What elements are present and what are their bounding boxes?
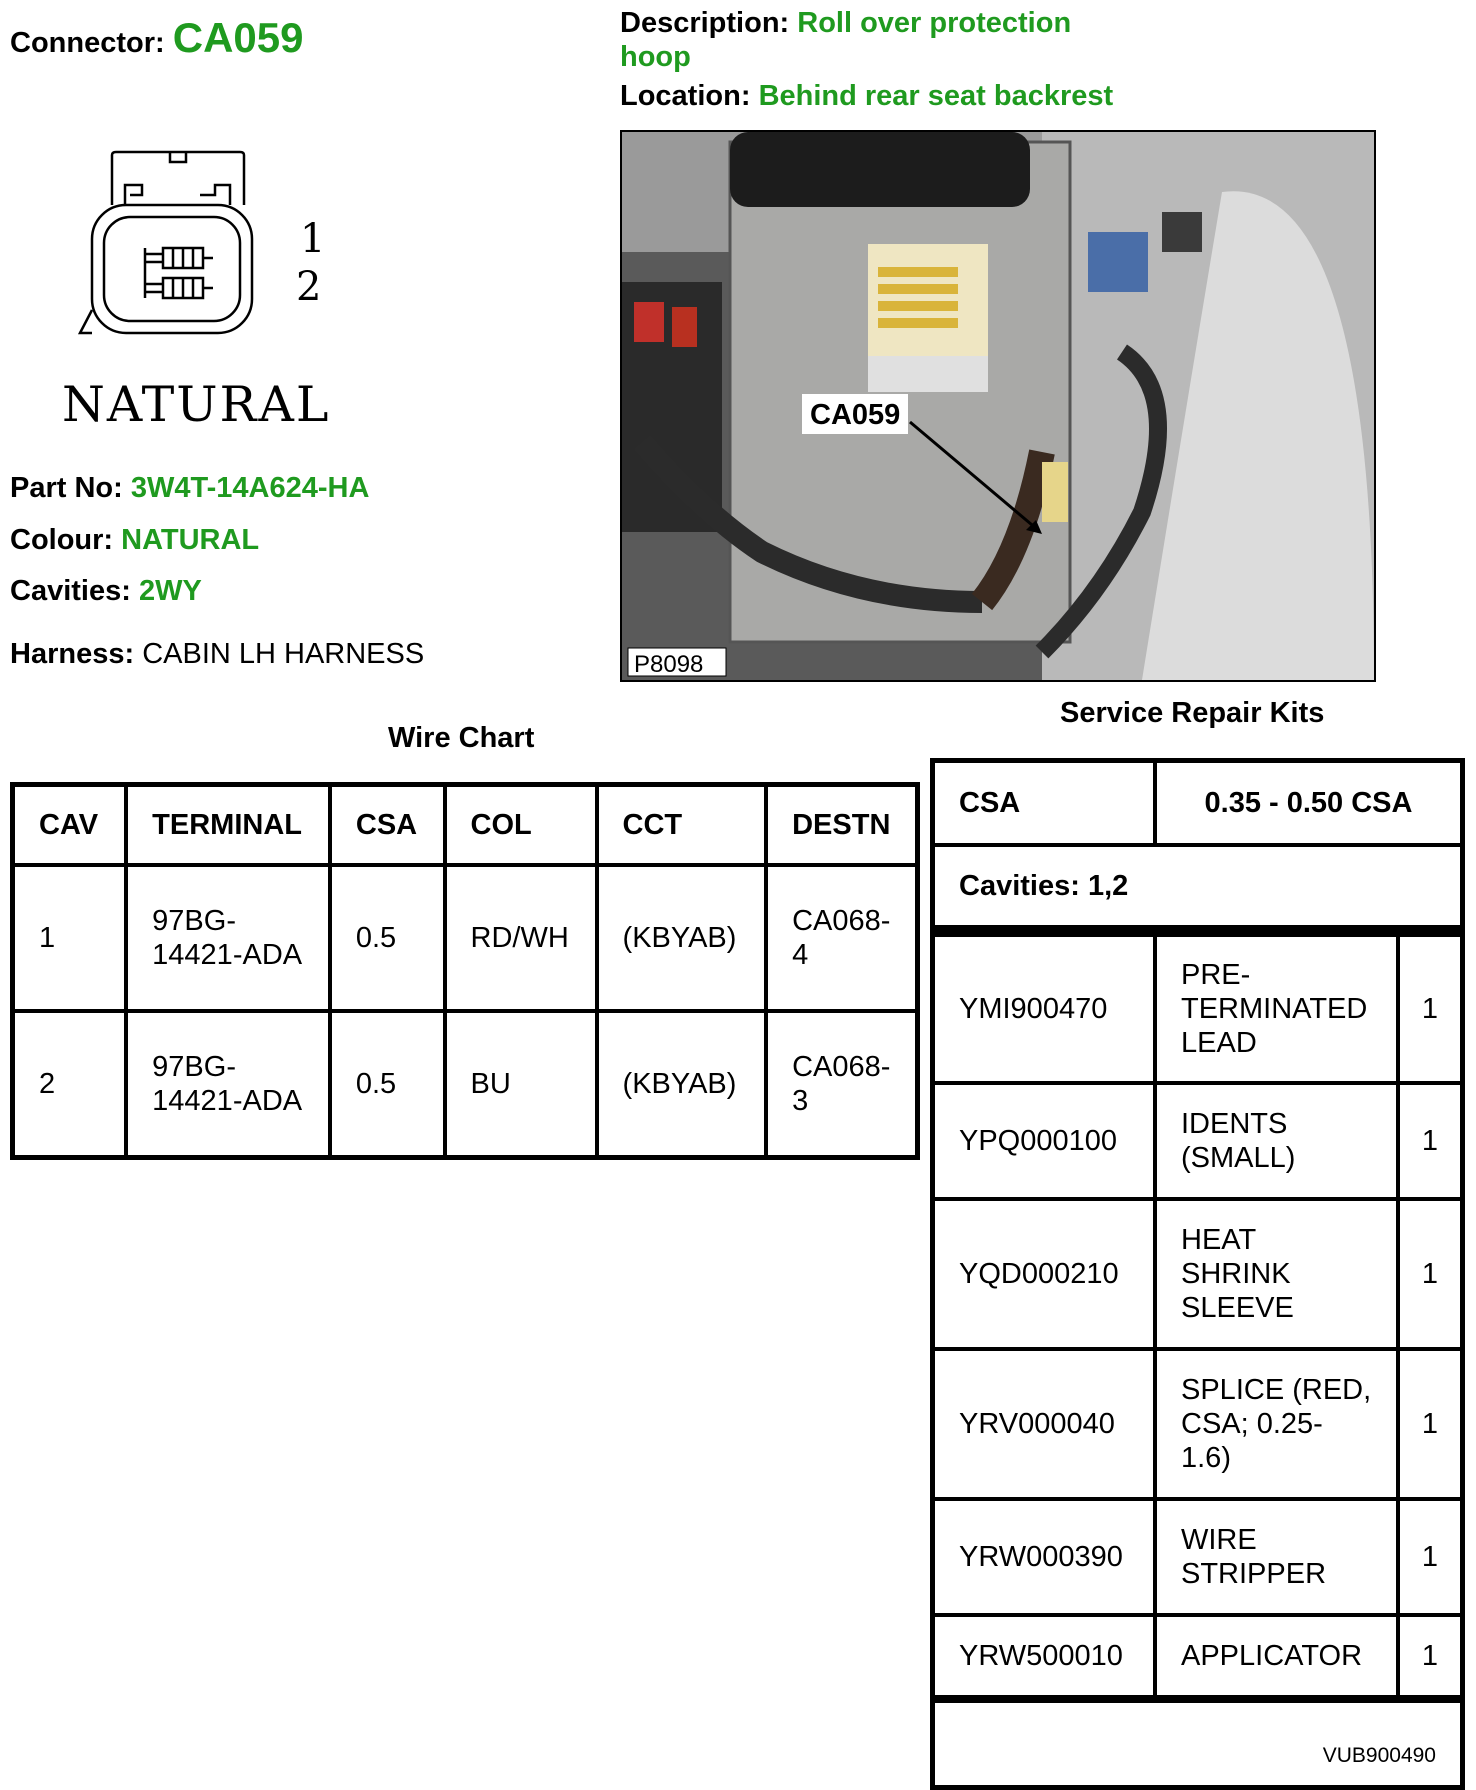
table-row <box>933 1499 1463 1615</box>
diagram-caption: NATURAL <box>62 376 331 433</box>
column-header: CAV <box>13 785 127 866</box>
kits-csa-label: CSA <box>933 761 1156 846</box>
kits-cavities-row <box>933 845 1463 929</box>
harness-label: Harness: <box>10 638 135 670</box>
connector-value: CA059 <box>172 14 304 61</box>
harness-value: CABIN LH HARNESS <box>142 638 425 670</box>
location-value: Behind rear seat backrest <box>758 80 1114 112</box>
kit-quantity: 1 <box>1398 1615 1463 1699</box>
kits-footer-row <box>933 1699 1463 1788</box>
wire-chart-title: Wire Chart <box>388 722 535 754</box>
kit-description: SPLICE (RED, CSA; 0.25-1.6) <box>1155 1349 1398 1499</box>
cell-col: BU <box>445 1011 597 1158</box>
table-row <box>933 1615 1463 1699</box>
kit-code: YMI900470 <box>933 935 1156 1083</box>
kit-code: YPQ000100 <box>933 1083 1156 1199</box>
photo-id-label: P8098 <box>634 651 704 678</box>
cell-csa: 0.5 <box>330 865 445 1011</box>
repair-kits-title: Service Repair Kits <box>1060 697 1325 729</box>
wire-chart-table <box>10 782 920 1160</box>
table-row <box>933 1199 1463 1349</box>
cell-cct: (KBYAB) <box>597 865 767 1011</box>
connector-line <box>10 14 303 62</box>
location-label: Location: <box>620 80 751 112</box>
kit-quantity: 1 <box>1398 1349 1463 1499</box>
part-no-value: 3W4T-14A624-HA <box>130 472 370 504</box>
part-no-label: Part No: <box>10 472 123 504</box>
description-label: Description: <box>620 7 790 39</box>
cell-destn: CA068-4 <box>766 865 917 1011</box>
kits-csa-value: 0.35 - 0.50 CSA <box>1155 761 1463 846</box>
kits-csa-row <box>933 761 1463 846</box>
description-value: Roll over protection hoop <box>620 7 1072 73</box>
pin-1-label: 1 <box>300 216 326 262</box>
column-header: COL <box>445 785 597 866</box>
location-line <box>620 80 1113 113</box>
cell-col: RD/WH <box>445 865 597 1011</box>
cavities-value: 2WY <box>138 575 202 607</box>
harness-line <box>10 638 424 671</box>
part-no-line <box>10 472 369 505</box>
cell-terminal: 97BG-14421-ADA <box>126 1011 330 1158</box>
colour-value: NATURAL <box>121 524 260 556</box>
cell-cct: (KBYAB) <box>597 1011 767 1158</box>
table-row <box>13 865 918 1011</box>
colour-label: Colour: <box>10 524 114 556</box>
connector-face-diagram <box>70 150 340 345</box>
kit-quantity: 1 <box>1398 1499 1463 1615</box>
cavities-label: Cavities: <box>10 575 131 607</box>
kit-quantity: 1 <box>1398 1199 1463 1349</box>
column-header: CCT <box>597 785 767 866</box>
kit-description: PRE-TERMINATED LEAD <box>1155 935 1398 1083</box>
pin-2-label: 2 <box>296 264 322 310</box>
kit-description: HEAT SHRINK SLEEVE <box>1155 1199 1398 1349</box>
kit-code: YRW000390 <box>933 1499 1156 1615</box>
location-photo <box>620 130 1376 682</box>
table-row <box>933 935 1463 1083</box>
kit-code: YRW500010 <box>933 1615 1156 1699</box>
kits-cavities-text: Cavities: 1,2 <box>933 845 1463 929</box>
kit-description: IDENTS (SMALL) <box>1155 1083 1398 1199</box>
cell-cav: 1 <box>13 865 127 1011</box>
cell-csa: 0.5 <box>330 1011 445 1158</box>
kit-description: APPLICATOR <box>1155 1615 1398 1699</box>
kit-code: YRV000040 <box>933 1349 1156 1499</box>
description-line <box>620 6 1140 74</box>
table-row <box>13 1011 918 1158</box>
wire-chart-header-row <box>13 785 918 866</box>
kit-description: WIRE STRIPPER <box>1155 1499 1398 1615</box>
photo-callout-label: CA059 <box>810 399 901 431</box>
column-header: DESTN <box>766 785 917 866</box>
table-row <box>933 1083 1463 1199</box>
repair-kits-table <box>930 758 1465 1790</box>
kit-quantity: 1 <box>1398 1083 1463 1199</box>
kit-code: YQD000210 <box>933 1199 1156 1349</box>
column-header: CSA <box>330 785 445 866</box>
connector-label: Connector: <box>10 27 165 59</box>
kits-footer-code: VUB900490 <box>933 1699 1463 1788</box>
kit-quantity: 1 <box>1398 935 1463 1083</box>
cavities-line <box>10 575 202 608</box>
column-header: TERMINAL <box>126 785 330 866</box>
colour-line <box>10 524 259 557</box>
cell-terminal: 97BG-14421-ADA <box>126 865 330 1011</box>
table-row <box>933 1349 1463 1499</box>
cell-cav: 2 <box>13 1011 127 1158</box>
cell-destn: CA068-3 <box>766 1011 917 1158</box>
